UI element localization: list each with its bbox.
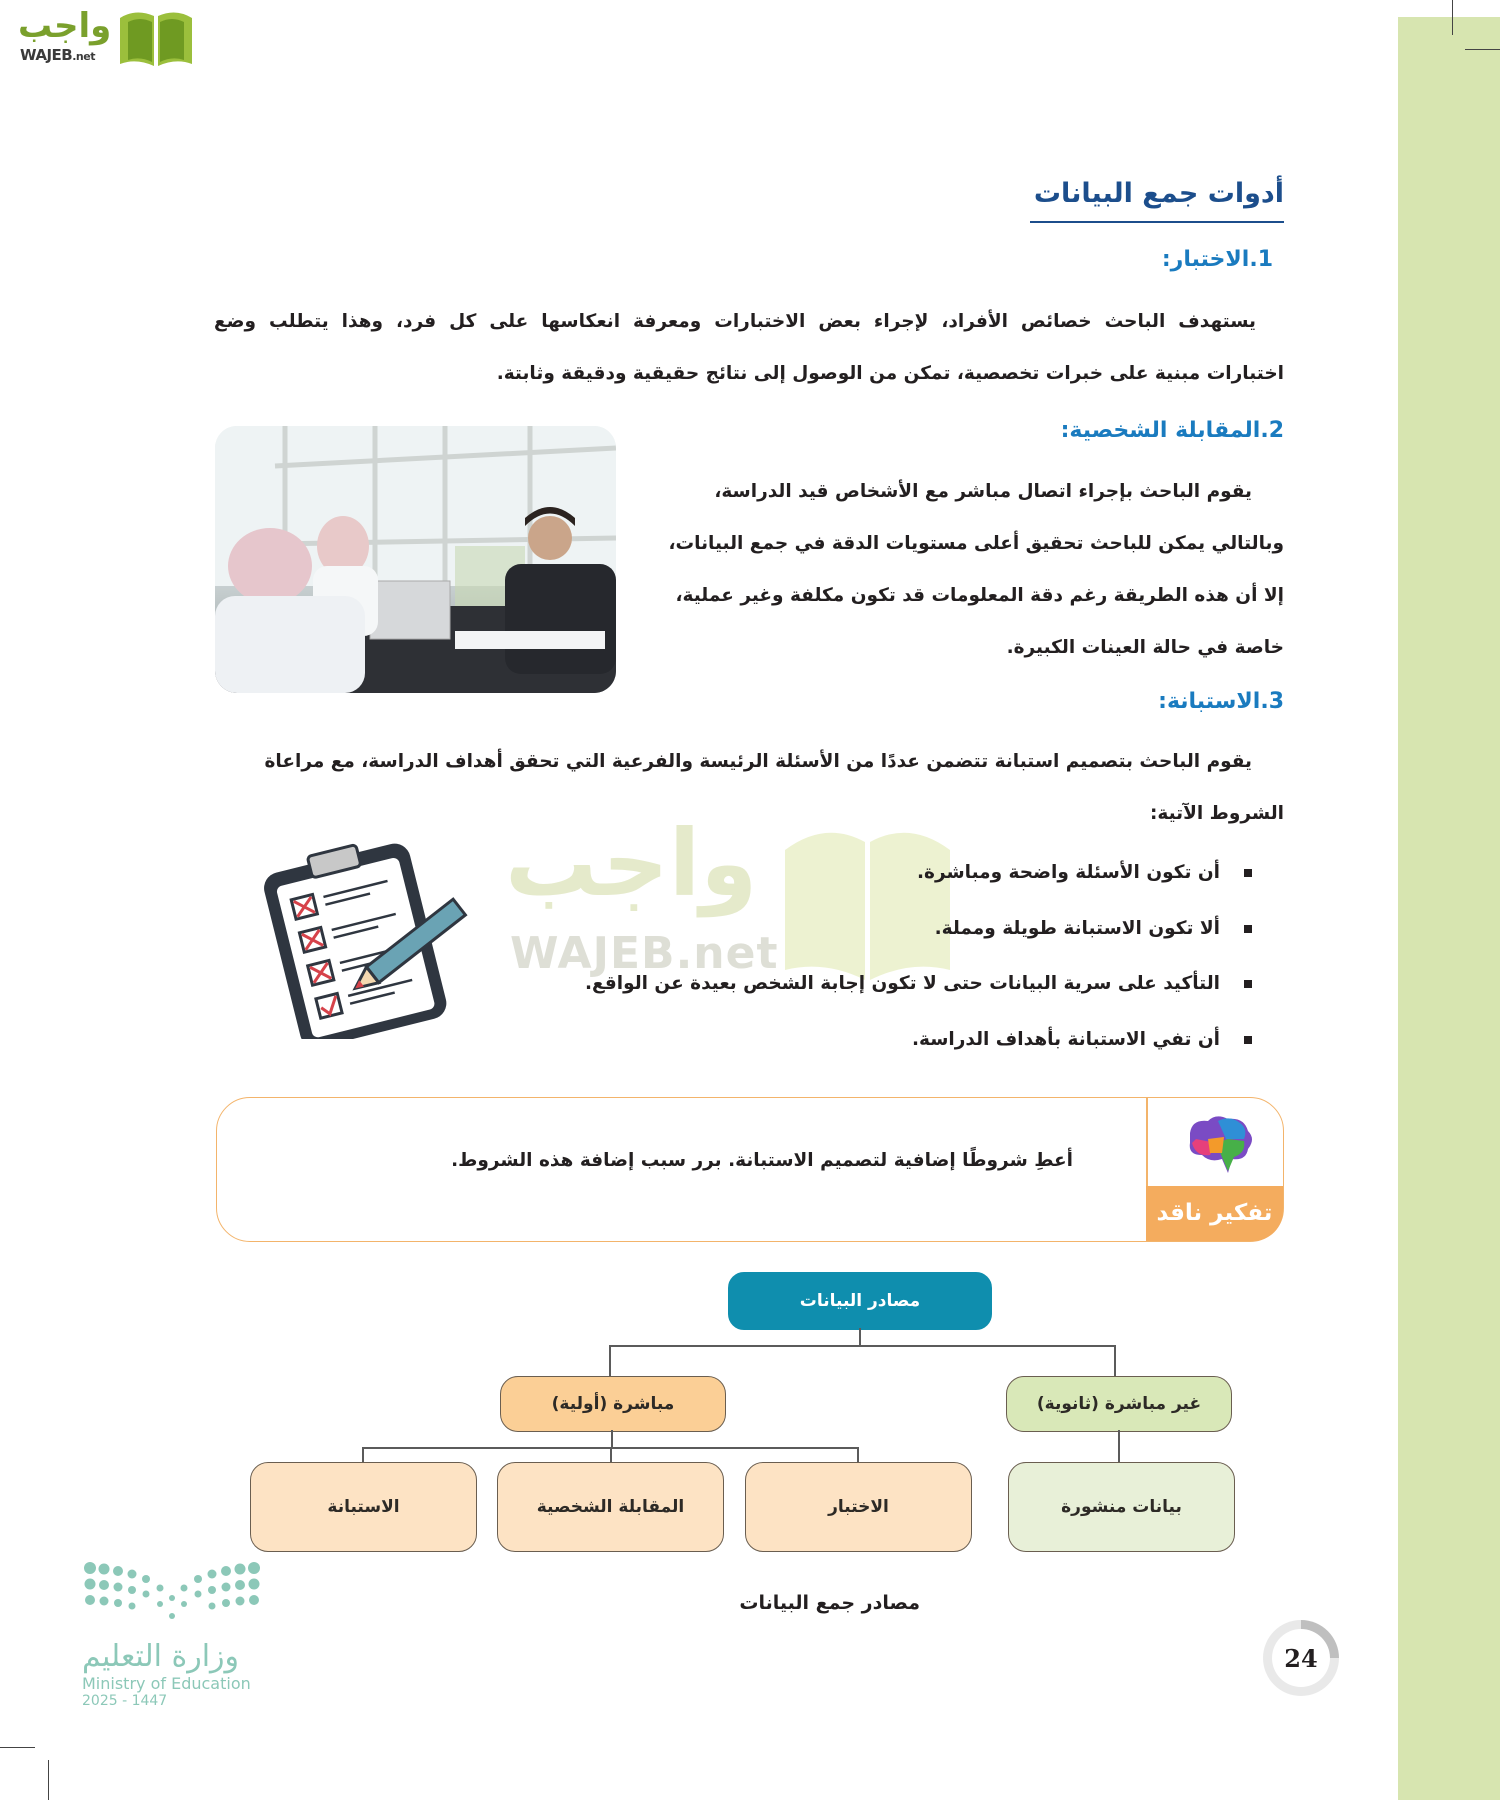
- list-item: ألا تكون الاستبانة طويلة ومملة.: [532, 901, 1252, 957]
- diagram-caption: مصادر جمع البيانات: [739, 1592, 920, 1614]
- ministry-year: 2025 - 1447: [82, 1693, 168, 1709]
- book-icon: [116, 8, 196, 68]
- paragraph-interview: يقوم الباحث بإجراء اتصال مباشر مع الأشخاص قيد الدراسة، وبالتالي يمكن للباحث تحقيق أعلى مستويات الدقة في جمع البيانات، إلا أن هذه الطريقة رغم دقة المعلومات قد تكون مكلفة وغير عملية، خاصة في حالة العينات الكبيرة.: [668, 481, 1284, 658]
- connector: [609, 1345, 1115, 1347]
- diagram-root-node: مصادر البيانات: [728, 1272, 992, 1330]
- interview-photo: [215, 426, 616, 693]
- paragraph-questionnaire: يقوم الباحث بتصميم استبانة تتضمن عددًا من الأسئلة الرئيسة والفرعية التي تحقق أهداف الدراسة، مع مراعاة الشروط الآتية:: [264, 751, 1284, 824]
- critical-thinking-question: أعطِ شروطًا إضافية لتصميم الاستبانة. برر سبب إضافة هذه الشروط.: [451, 1150, 1073, 1171]
- connector: [1114, 1345, 1116, 1376]
- list-item: التأكيد على سرية البيانات حتى لا تكون إجابة الشخص بعيدة عن الواقع.: [532, 956, 1252, 1012]
- diagram-secondary-node: غير مباشرة (ثانوية): [1006, 1376, 1232, 1432]
- crop-mark: [0, 1747, 35, 1748]
- brain-puzzle-icon: [1182, 1113, 1256, 1177]
- crop-mark: [1465, 49, 1500, 50]
- heading-interview: 2.المقابلة الشخصية:: [1060, 418, 1284, 443]
- connector: [609, 1345, 611, 1376]
- wajeb-logo[interactable]: [8, 4, 193, 66]
- connector: [362, 1447, 364, 1462]
- connector: [611, 1430, 613, 1447]
- diagram-leaf-questionnaire: الاستبانة: [250, 1462, 477, 1552]
- connector: [1118, 1430, 1120, 1462]
- heading-test: 1.الاختبار:: [1161, 247, 1273, 272]
- diagram-leaf-published-data: بيانات منشورة: [1008, 1462, 1235, 1552]
- connector: [857, 1447, 859, 1462]
- page-margin-strip: [1398, 17, 1500, 1800]
- ministry-english-name: Ministry of Education: [82, 1674, 251, 1693]
- crop-mark: [48, 1760, 49, 1800]
- diagram-primary-node: مباشرة (أولية): [500, 1376, 726, 1432]
- clipboard-checklist-icon: [252, 834, 482, 1039]
- paragraph-test: يستهدف الباحث خصائص الأفراد، لإجراء بعض الاختبارات ومعرفة انعكاسها على كل فرد، وهذا يتطلب وضع اختبارات مبنية على خبرات تخصصية، تمكن من الوصول إلى نتائج حقيقية ودقيقة وثابتة.: [214, 311, 1284, 384]
- page-number: 24: [1272, 1629, 1330, 1687]
- watermark-arabic: واجب: [505, 810, 758, 917]
- critical-thinking-label: تفكير ناقد: [1146, 1186, 1283, 1241]
- connector: [610, 1447, 612, 1462]
- list-item: أن تفي الاستبانة بأهداف الدراسة.: [532, 1012, 1252, 1068]
- diagram-leaf-interview: المقابلة الشخصية: [497, 1462, 724, 1552]
- diagram-leaf-test: الاختبار: [745, 1462, 972, 1552]
- watermark-latin: WAJEB.net: [510, 928, 779, 979]
- ministry-arabic-name: وزارة التعليم: [82, 1639, 240, 1674]
- ministry-of-education-logo: [82, 1560, 272, 1709]
- logo-latin-text: WAJEB.net: [20, 46, 95, 64]
- connector: [859, 1328, 861, 1346]
- ministry-dots-icon: [82, 1560, 262, 1625]
- logo-arabic-text: واجب: [18, 6, 112, 46]
- heading-questionnaire: 3.الاستبانة:: [1158, 689, 1284, 714]
- crop-mark: [1452, 0, 1453, 35]
- page-number-badge: [1263, 1620, 1339, 1696]
- questionnaire-conditions-list: [532, 845, 1252, 1067]
- list-item: أن تكون الأسئلة واضحة ومباشرة.: [532, 845, 1252, 901]
- page-title: أدوات جمع البيانات: [1030, 178, 1284, 223]
